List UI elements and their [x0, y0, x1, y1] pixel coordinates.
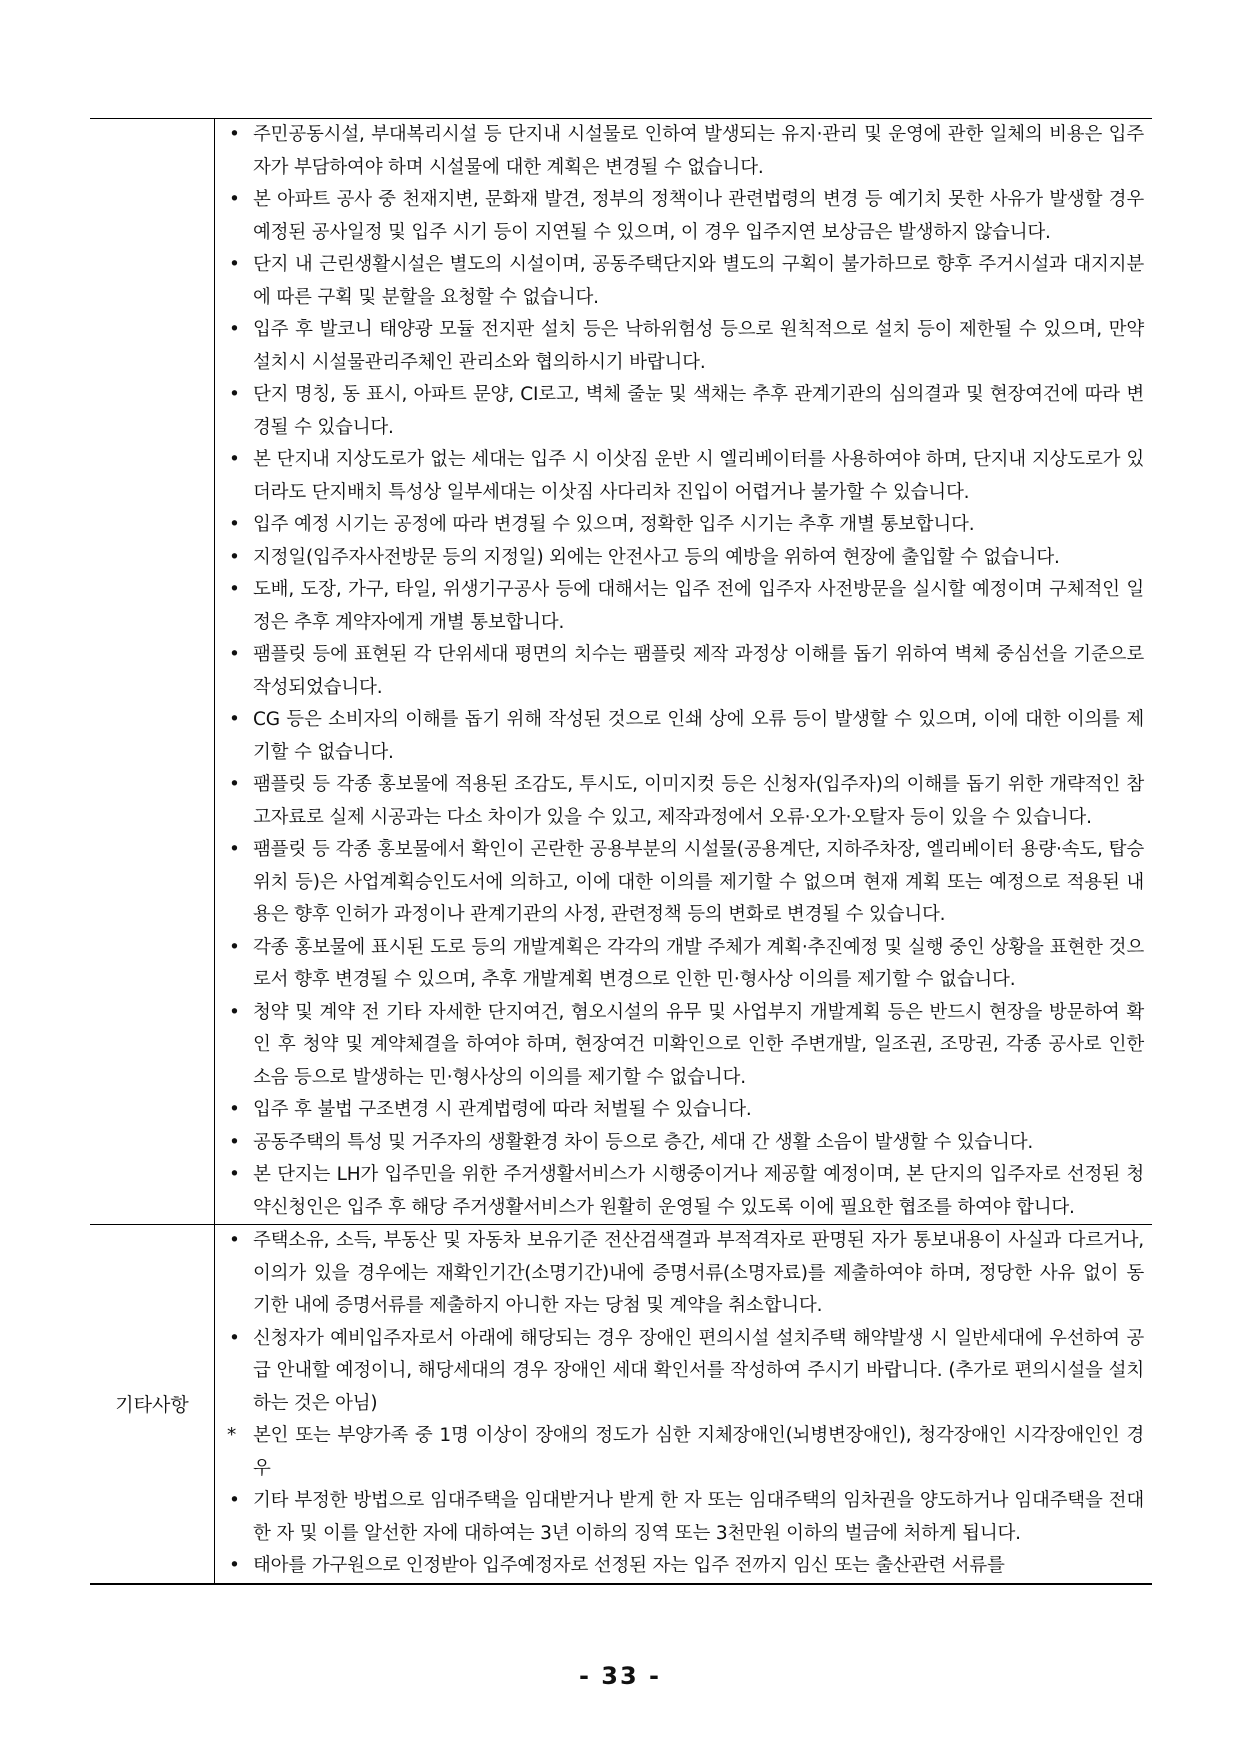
bullet-item: • 입주 후 불법 구조변경 시 관계법령에 따라 처벌될 수 있습니다. [227, 1094, 1144, 1127]
bullet-item: • 기타 부정한 방법으로 임대주택을 임대받거나 받게 한 자 또는 임대주택의 임차권을 양도하거나 임대주택을 전대한 자 및 이를 알선한 자에 대하여는 3년 이하의 징역 또는 3천만원 이하의 벌금에 처하게 됩니다. [227, 1485, 1144, 1550]
content-cell-block1 [215, 119, 1153, 1225]
bullet-item: • 팸플릿 등에 표현된 각 단위세대 평면의 치수는 팸플릿 제작 과정상 이해를 돕기 위하여 벽체 중심선을 기준으로 작성되었습니다. [227, 639, 1144, 704]
bullet-item: • 청약 및 계약 전 기타 자세한 단지여건, 혐오시설의 유무 및 사업부지 개발계획 등은 반드시 현장을 방문하여 확인 후 청약 및 계약체결을 하여야 하며, 현장여건 미확인으로 인한 주변개발, 일조권, 조망권, 각종 공사로 인한 소음 등으로 발생하는 민·형사상의 이의를 제기할 수 없습니다. [227, 997, 1144, 1095]
bullet-item: • 도배, 도장, 가구, 타일, 위생기구공사 등에 대해서는 입주 전에 입주자 사전방문을 실시할 예정이며 구체적인 일정은 추후 계약자에게 개별 통보합니다. [227, 574, 1144, 639]
footnote-item: * 본인 또는 부양가족 중 1명 이상이 장애의 정도가 심한 지체장애인(뇌병변장애인), 청각장애인 시각장애인인 경우 [227, 1420, 1144, 1485]
bullet-item: • 본 아파트 공사 중 천재지변, 문화재 발견, 정부의 정책이나 관련법령의 변경 등 예기치 못한 사유가 발생할 경우 예정된 공사일정 및 입주 시기 등이 지연될 수 있으며, 이 경우 입주지연 보상금은 발생하지 않습니다. [227, 184, 1144, 249]
bullet-item: • 공동주택의 특성 및 거주자의 생활환경 차이 등으로 층간, 세대 간 생활 소음이 발생할 수 있습니다. [227, 1127, 1144, 1160]
bullet-item: • 입주 후 발코니 태양광 모듈 전지판 설치 등은 낙하위험성 등으로 원칙적으로 설치 등이 제한될 수 있으며, 만약 설치시 시설물관리주체인 관리소와 협의하시기 바랍니다. [227, 314, 1144, 379]
bullet-item: • CG 등은 소비자의 이해를 돕기 위해 작성된 것으로 인쇄 상에 오류 등이 발생할 수 있으며, 이에 대한 이의를 제기할 수 없습니다. [227, 704, 1144, 769]
label-cell-empty [90, 119, 215, 1225]
bullet-item: • 각종 홍보물에 표시된 도로 등의 개발계획은 각각의 개발 주체가 계획·추진예정 및 실행 중인 상황을 표현한 것으로서 향후 변경될 수 있으며, 추후 개발계획 변경으로 인한 민·형사상 이의를 제기할 수 없습니다. [227, 932, 1144, 997]
bullet-item: • 지정일(입주자사전방문 등의 지정일) 외에는 안전사고 등의 예방을 위하여 현장에 출입할 수 없습니다. [227, 542, 1144, 575]
bullet-item: • 태아를 가구원으로 인정받아 입주예정자로 선정된 자는 입주 전까지 임신 또는 출산관련 서류를 [227, 1550, 1144, 1583]
notice-table [90, 118, 1152, 1585]
content-cell-block2 [215, 1225, 1153, 1584]
bullet-list-block2 [227, 1225, 1144, 1583]
bullet-item: • 신청자가 예비입주자로서 아래에 해당되는 경우 장애인 편의시설 설치주택 해약발생 시 일반세대에 우선하여 공급 안내할 예정이니, 해당세대의 경우 장애인 세대 확인서를 작성하여 주시기 바랍니다. (추가로 편의시설을 설치하는 것은 아님) [227, 1323, 1144, 1421]
section-label: 기타사항 [90, 1225, 215, 1584]
bullet-item: • 본 단지내 지상도로가 없는 세대는 입주 시 이삿짐 운반 시 엘리베이터를 사용하여야 하며, 단지내 지상도로가 있더라도 단지배치 특성상 일부세대는 이삿짐 사다리차 진입이 어렵거나 불가할 수 있습니다. [227, 444, 1144, 509]
bullet-item: • 팸플릿 등 각종 홍보물에 적용된 조감도, 투시도, 이미지컷 등은 신청자(입주자)의 이해를 돕기 위한 개략적인 참고자료로 실제 시공과는 다소 차이가 있을 수 있고, 제작과정에서 오류·오가·오탈자 등이 있을 수 있습니다. [227, 769, 1144, 834]
bullet-item: • 입주 예정 시기는 공정에 따라 변경될 수 있으며, 정확한 입주 시기는 추후 개별 통보합니다. [227, 509, 1144, 542]
bullet-item: • 주민공동시설, 부대복리시설 등 단지내 시설물로 인하여 발생되는 유지·관리 및 운영에 관한 일체의 비용은 입주자가 부담하여야 하며 시설물에 대한 계획은 변경될 수 없습니다. [227, 119, 1144, 184]
bullet-item: • 팸플릿 등 각종 홍보물에서 확인이 곤란한 공용부분의 시설물(공용계단, 지하주차장, 엘리베이터 용량·속도, 탑승위치 등)은 사업계획승인도서에 의하고, 이에 대한 이의를 제기할 수 없으며 현재 계획 또는 예정으로 적용된 내용은 향후 인허가 과정이나 관계기관의 사정, 관련정책 등의 변화로 변경될 수 있습니다. [227, 834, 1144, 932]
bullet-item: • 주택소유, 소득, 부동산 및 자동차 보유기준 전산검색결과 부적격자로 판명된 자가 통보내용이 사실과 다르거나, 이의가 있을 경우에는 재확인기간(소명기간)내에 증명서류(소명자료)를 제출하여야 하며, 정당한 사유 없이 동 기한 내에 증명서류를 제출하지 아니한 자는 당첨 및 계약을 취소합니다. [227, 1225, 1144, 1323]
bullet-item: • 단지 내 근린생활시설은 별도의 시설이며, 공동주택단지와 별도의 구획이 불가하므로 향후 주거시설과 대지지분에 따른 구획 및 분할을 요청할 수 없습니다. [227, 249, 1144, 314]
bullet-item: • 본 단지는 LH가 입주민을 위한 주거생활서비스가 시행중이거나 제공할 예정이며, 본 단지의 입주자로 선정된 청약신청인은 입주 후 해당 주거생활서비스가 원활히 운영될 수 있도록 이에 필요한 협조를 하여야 합니다. [227, 1159, 1144, 1224]
page-number: - 33 - [578, 1662, 662, 1690]
bullet-list-block1 [227, 119, 1144, 1224]
bullet-item: • 단지 명칭, 동 표시, 아파트 문양, CI로고, 벽체 줄눈 및 색채는 추후 관계기관의 심의결과 및 현장여건에 따라 변경될 수 있습니다. [227, 379, 1144, 444]
